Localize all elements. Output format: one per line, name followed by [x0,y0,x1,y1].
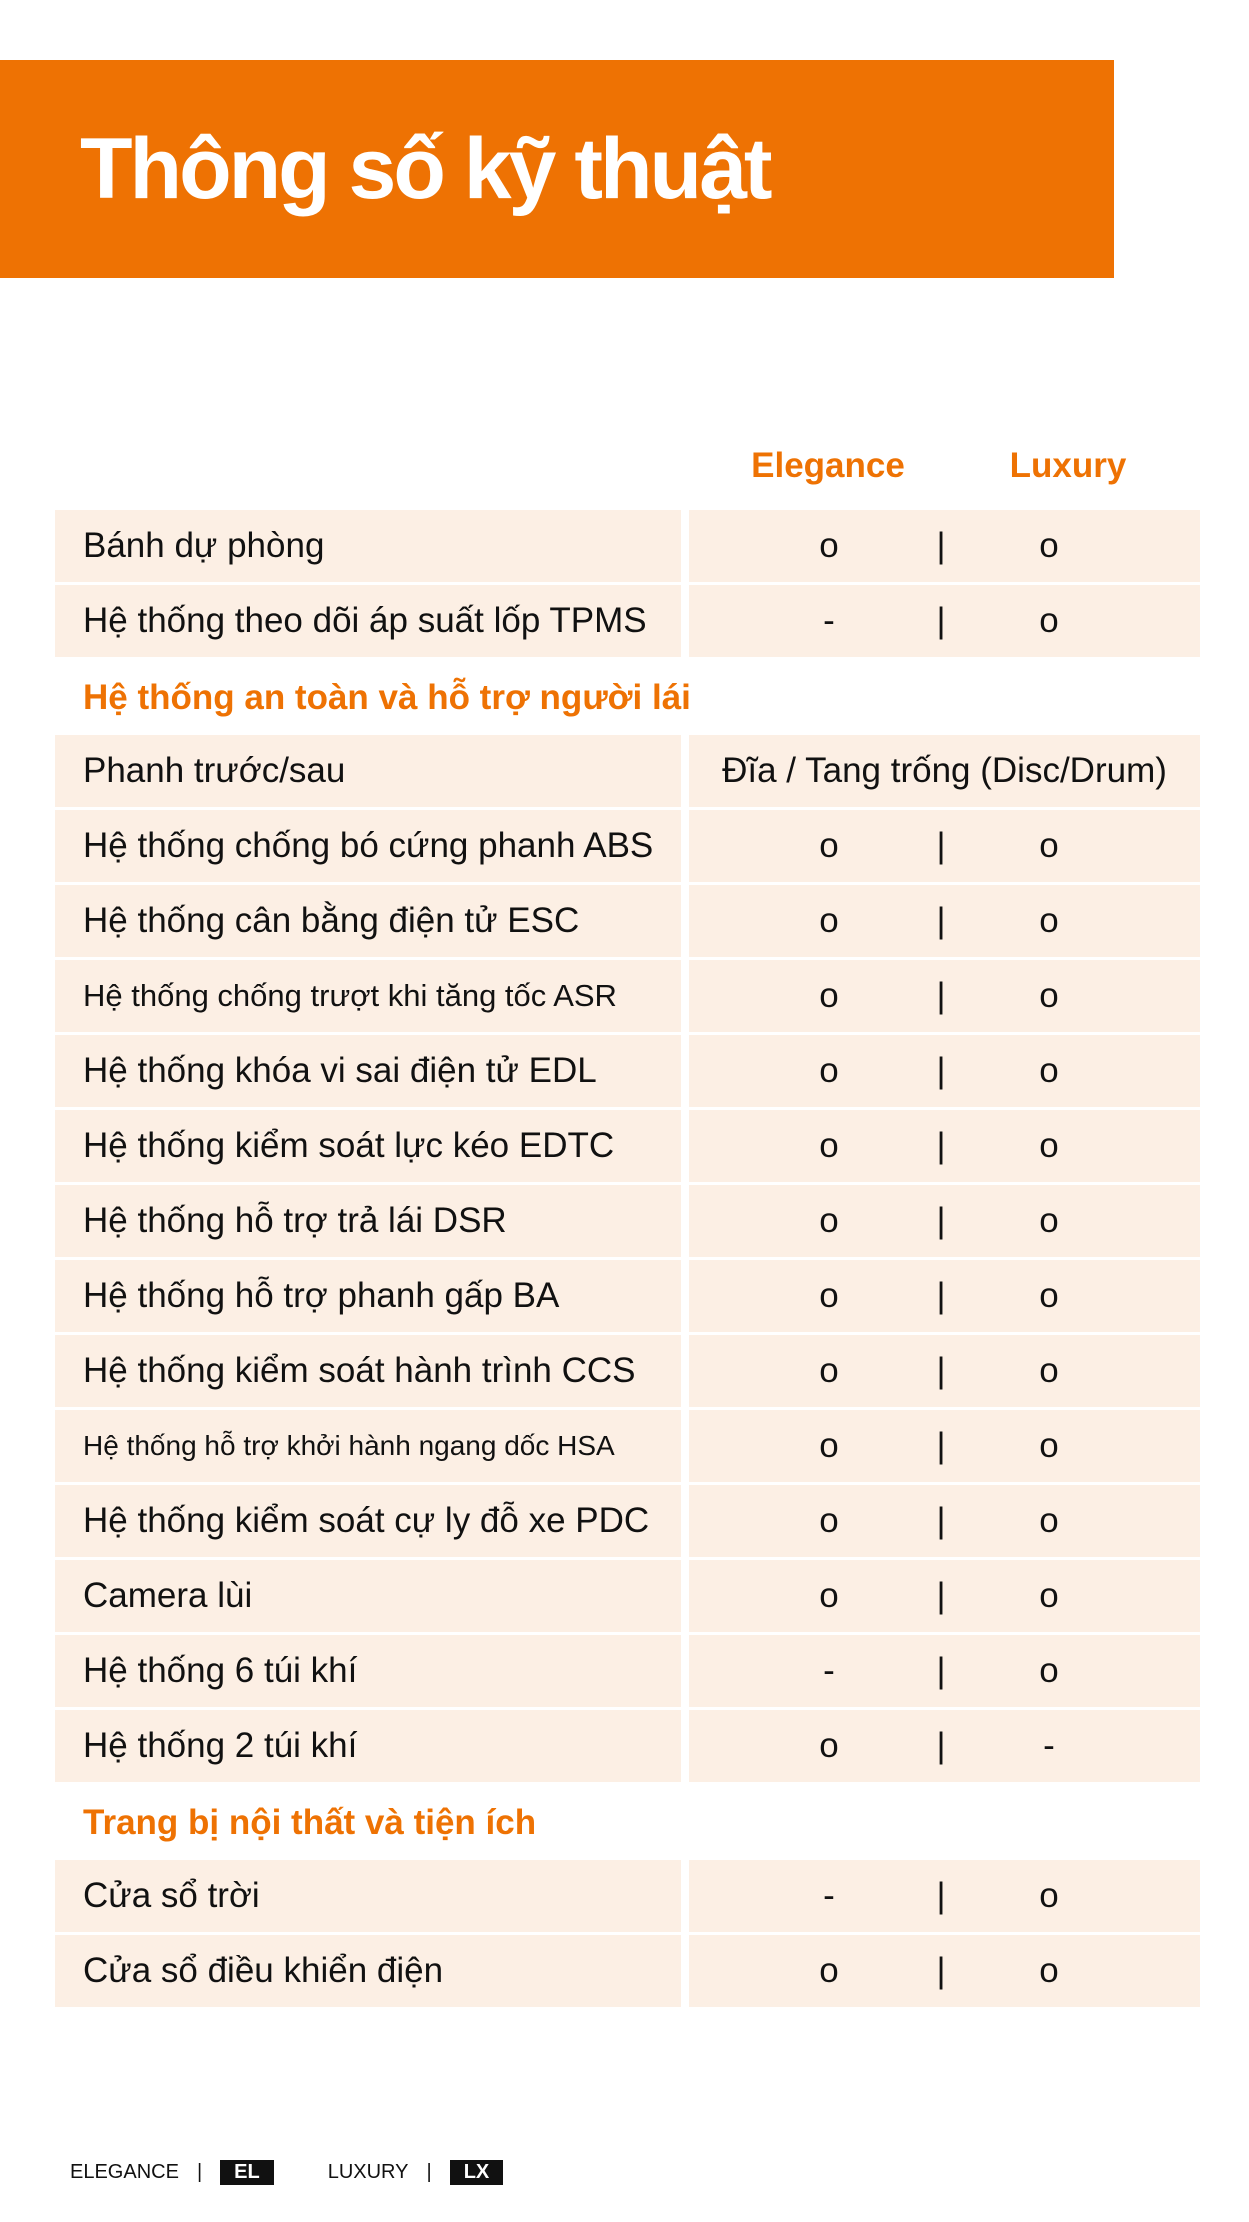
legend-separator: | [426,2161,432,2183]
luxury-value: o [1039,1426,1059,1465]
luxury-value: o [1039,976,1059,1015]
column-headers [688,446,1200,502]
value-separator: | [936,826,946,865]
elegance-value: o [819,1951,839,1990]
spec-label: Hệ thống hỗ trợ phanh gấp BA [55,1260,681,1332]
spec-label: Hệ thống khóa vi sai điện tử EDL [55,1035,681,1107]
luxury-value: o [1039,901,1059,940]
elegance-value: o [819,526,839,565]
legend-elegance-code: EL [220,2160,274,2185]
value-separator: | [936,1426,946,1465]
elegance-value: o [819,1351,839,1390]
spec-label: Hệ thống theo dõi áp suất lốp TPMS [55,585,681,657]
value-separator: | [936,1651,946,1690]
spec-values [689,885,1200,957]
value-separator: | [936,1276,946,1315]
value-separator: | [936,601,946,640]
spec-values [689,1185,1200,1257]
luxury-value: o [1039,1351,1059,1390]
section-heading-safety: Hệ thống an toàn và hỗ trợ người lái [83,677,691,717]
legend-luxury-label: LUXURY [327,2161,409,2183]
value-separator: | [936,1126,946,1165]
elegance-value: o [819,1276,839,1315]
spec-label: Hệ thống 2 túi khí [55,1710,681,1782]
spec-row [55,1410,1200,1482]
elegance-value: o [819,901,839,940]
spec-label: Cửa sổ trời [55,1860,681,1932]
legend-separator: | [196,2161,203,2183]
spec-label: Phanh trước/sau [55,735,681,807]
luxury-value: o [1039,1951,1059,1990]
spec-row [55,1710,1200,1782]
spec-values [689,1485,1200,1557]
elegance-value: o [819,1576,839,1615]
spec-table [55,510,1200,2010]
spec-row [55,885,1200,957]
luxury-value: o [1039,1651,1059,1690]
spec-values [689,1335,1200,1407]
spec-values [689,810,1200,882]
spec-values [689,1860,1200,1932]
value-separator: | [936,1351,946,1390]
luxury-value: o [1039,1051,1059,1090]
spec-row [55,510,1200,582]
spec-label: Hệ thống kiểm soát cự ly đỗ xe PDC [55,1485,681,1557]
elegance-value: o [819,1726,839,1765]
spec-row [55,1185,1200,1257]
luxury-value: o [1039,1876,1059,1915]
legend-elegance-label: ELEGANCE [70,2161,179,2183]
luxury-value: o [1039,826,1059,865]
elegance-value: o [819,1051,839,1090]
value-separator: | [936,976,946,1015]
value-separator: | [936,901,946,940]
spec-row [55,1035,1200,1107]
spec-row [55,960,1200,1032]
spec-values [689,510,1200,582]
footer-legend [70,2160,503,2185]
spec-values [689,1410,1200,1482]
spec-values [689,1935,1200,2007]
luxury-value: o [1039,1201,1059,1240]
elegance-value: o [819,976,839,1015]
value-separator: | [936,1726,946,1765]
elegance-value: o [819,1501,839,1540]
spec-label: Hệ thống cân bằng điện tử ESC [55,885,681,957]
spec-label: Hệ thống chống trượt khi tăng tốc ASR [55,960,681,1032]
spec-row [55,810,1200,882]
spec-label: Bánh dự phòng [55,510,681,582]
value-separator: | [936,1201,946,1240]
elegance-value: o [819,1426,839,1465]
spec-row [55,585,1200,657]
spec-label: Hệ thống chống bó cứng phanh ABS [55,810,681,882]
luxury-value: o [1039,1126,1059,1165]
spec-row [55,1335,1200,1407]
title-banner [0,60,1114,278]
spec-values [689,1110,1200,1182]
spec-label: Hệ thống hỗ trợ khởi hành ngang dốc HSA [55,1410,681,1482]
spec-row [55,1860,1200,1932]
spec-label: Hệ thống hỗ trợ trả lái DSR [55,1185,681,1257]
column-header-elegance: Elegance [751,446,905,485]
column-header-luxury: Luxury [1009,446,1127,485]
value-separator: | [936,1576,946,1615]
spec-row [55,1635,1200,1707]
spec-row [55,1110,1200,1182]
luxury-value: o [1039,526,1059,565]
value-separator: | [936,1501,946,1540]
luxury-value: o [1039,1276,1059,1315]
spec-values [689,1260,1200,1332]
elegance-value: - [823,1651,835,1690]
spec-label: Hệ thống kiểm soát hành trình CCS [55,1335,681,1407]
spec-values [689,1635,1200,1707]
elegance-value: - [823,1876,835,1915]
value-separator: | [936,1951,946,1990]
elegance-value: - [823,601,835,640]
spec-values [689,735,1200,807]
value-separator: | [936,526,946,565]
luxury-value: - [1043,1726,1055,1765]
elegance-value: o [819,1126,839,1165]
spec-row [55,1485,1200,1557]
page-title: Thông số kỹ thuật [80,121,770,217]
shared-value: Đĩa / Tang trống (Disc/Drum) [722,751,1167,790]
elegance-value: o [819,1201,839,1240]
legend-luxury-code: LX [450,2160,504,2185]
spec-values [689,1560,1200,1632]
spec-row [55,735,1200,807]
value-separator: | [936,1876,946,1915]
spec-values [689,1035,1200,1107]
luxury-value: o [1039,601,1059,640]
spec-label: Hệ thống kiểm soát lực kéo EDTC [55,1110,681,1182]
luxury-value: o [1039,1576,1059,1615]
section-heading-interior: Trang bị nội thất và tiện ích [83,1802,537,1842]
spec-row [55,1560,1200,1632]
luxury-value: o [1039,1501,1059,1540]
spec-label: Hệ thống 6 túi khí [55,1635,681,1707]
elegance-value: o [819,826,839,865]
spec-label: Cửa sổ điều khiển điện [55,1935,681,2007]
spec-values [689,1710,1200,1782]
value-separator: | [936,1051,946,1090]
spec-row [55,1260,1200,1332]
spec-label: Camera lùi [55,1560,681,1632]
spec-values [689,960,1200,1032]
spec-row [55,1935,1200,2007]
spec-values [689,585,1200,657]
